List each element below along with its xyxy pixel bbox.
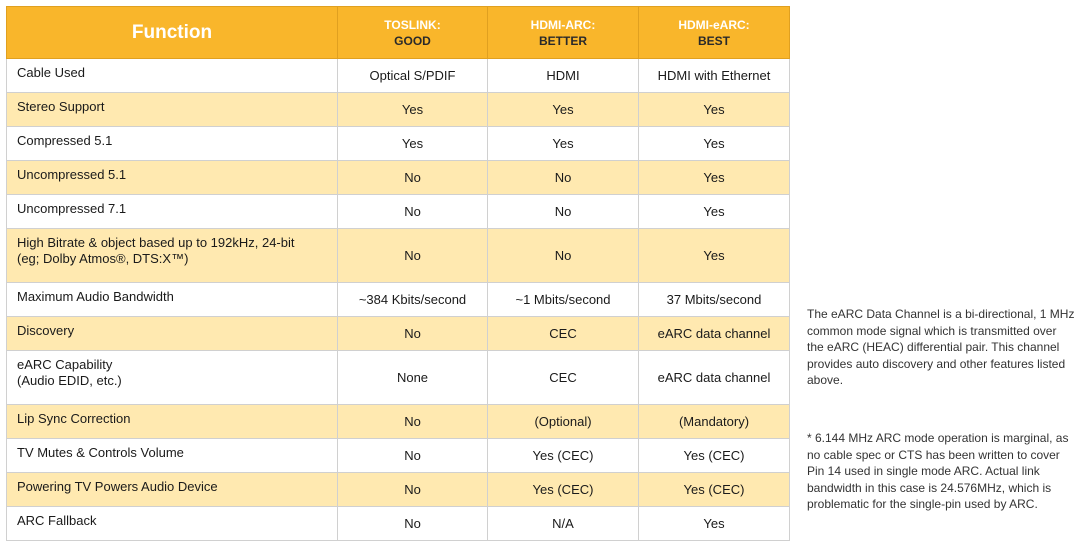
table-row [7,59,790,93]
hdmi-arc-name: HDMI-ARC: [530,17,596,32]
hdmi-earc-cell: Yes (CEC) [639,473,790,507]
function-cell [7,439,338,473]
hdmi-arc-column-header [488,7,639,59]
hdmi-arc-cell: Yes (CEC) [488,473,639,507]
function-label: Discovery [17,323,75,338]
hdmi-earc-cell: Yes [639,127,790,161]
hdmi-earc-cell: (Mandatory) [639,405,790,439]
hdmi-arc-cell: CEC [488,351,639,405]
function-label-line2: (eg; Dolby Atmos®, DTS:X™) [17,251,189,266]
function-label: Uncompressed 7.1 [17,201,127,216]
comparison-table [6,6,790,541]
hdmi-arc-cell: No [488,195,639,229]
header-row [7,7,790,59]
hdmi-arc-cell: (Optional) [488,405,639,439]
function-label-line2: (Audio EDID, etc.) [17,373,122,388]
function-cell [7,507,338,541]
hdmi-arc-cell: Yes [488,127,639,161]
toslink-cell: None [338,351,488,405]
hdmi-arc-cell: Yes [488,93,639,127]
table-row [7,439,790,473]
function-cell [7,59,338,93]
hdmi-arc-cell: Yes (CEC) [488,439,639,473]
toslink-cell: ~384 Kbits/second [338,283,488,317]
toslink-grade: GOOD [394,33,431,48]
function-cell [7,161,338,195]
hdmi-arc-cell: No [488,229,639,283]
function-column-header: Function [7,7,338,59]
hdmi-earc-name: HDMI-eARC: [678,17,750,32]
table-row [7,405,790,439]
toslink-cell: No [338,439,488,473]
toslink-cell: Optical S/PDIF [338,59,488,93]
hdmi-arc-cell: HDMI [488,59,639,93]
function-label: Compressed 5.1 [17,133,113,148]
hdmi-earc-cell: Yes (CEC) [639,439,790,473]
toslink-column-header [338,7,488,59]
hdmi-earc-grade: BEST [697,33,730,48]
hdmi-arc-grade: BETTER [539,33,587,48]
toslink-cell: No [338,405,488,439]
hdmi-earc-column-header [639,7,790,59]
function-cell [7,195,338,229]
hdmi-arc-cell: ~1 Mbits/second [488,283,639,317]
table-row [7,161,790,195]
hdmi-earc-cell: Yes [639,229,790,283]
function-label: TV Mutes & Controls Volume [17,445,184,460]
hdmi-earc-cell: 37 Mbits/second [639,283,790,317]
earc-data-channel-note: The eARC Data Channel is a bi-directional, 1 MHz common mode signal which is transmitted over the eARC (HEAC) differential pair. This channel provides auto discovery and other features listed above. [807,307,1075,387]
function-cell [7,405,338,439]
table-row [7,93,790,127]
table-row [7,127,790,161]
toslink-name: TOSLINK: [384,17,441,32]
hdmi-arc-cell: N/A [488,507,639,541]
table-row [7,351,790,405]
hdmi-arc-cell: CEC [488,317,639,351]
hdmi-earc-cell: eARC data channel [639,317,790,351]
hdmi-earc-cell: Yes [639,195,790,229]
function-label: ARC Fallback [17,513,97,528]
toslink-cell: Yes [338,127,488,161]
toslink-cell: Yes [338,93,488,127]
toslink-cell: No [338,507,488,541]
hdmi-earc-cell: Yes [639,507,790,541]
function-label: Stereo Support [17,99,105,114]
function-label: Maximum Audio Bandwidth [17,289,174,304]
function-cell [7,473,338,507]
toslink-cell: No [338,195,488,229]
hdmi-arc-cell: No [488,161,639,195]
function-cell [7,93,338,127]
function-label: Cable Used [17,65,85,80]
table-row [7,229,790,283]
function-cell [7,283,338,317]
function-label: Uncompressed 5.1 [17,167,127,182]
arc-mode-footnote: * 6.144 MHz ARC mode operation is marginal, as no cable spec or CTS has been written to cover Pin 14 used in single mode ARC. Actual link bandwidth in this case is 24.576MHz, which is problematic for the single-pin used by ARC. [807,431,1069,511]
function-cell [7,351,338,405]
table-row [7,317,790,351]
table-row [7,283,790,317]
hdmi-earc-cell: Yes [639,93,790,127]
table-row [7,195,790,229]
hdmi-earc-cell: eARC data channel [639,351,790,405]
table-row [7,473,790,507]
function-label: eARC Capability [17,357,113,372]
toslink-cell: No [338,317,488,351]
toslink-cell: No [338,473,488,507]
function-label: High Bitrate & object based up to 192kHz, 24-bit [17,235,295,250]
hdmi-earc-cell: HDMI with Ethernet [639,59,790,93]
function-label: Lip Sync Correction [17,411,131,426]
function-cell [7,229,338,283]
table-row [7,507,790,541]
function-cell [7,127,338,161]
toslink-cell: No [338,161,488,195]
function-cell [7,317,338,351]
function-label: Powering TV Powers Audio Device [17,479,218,494]
toslink-cell: No [338,229,488,283]
hdmi-earc-cell: Yes [639,161,790,195]
